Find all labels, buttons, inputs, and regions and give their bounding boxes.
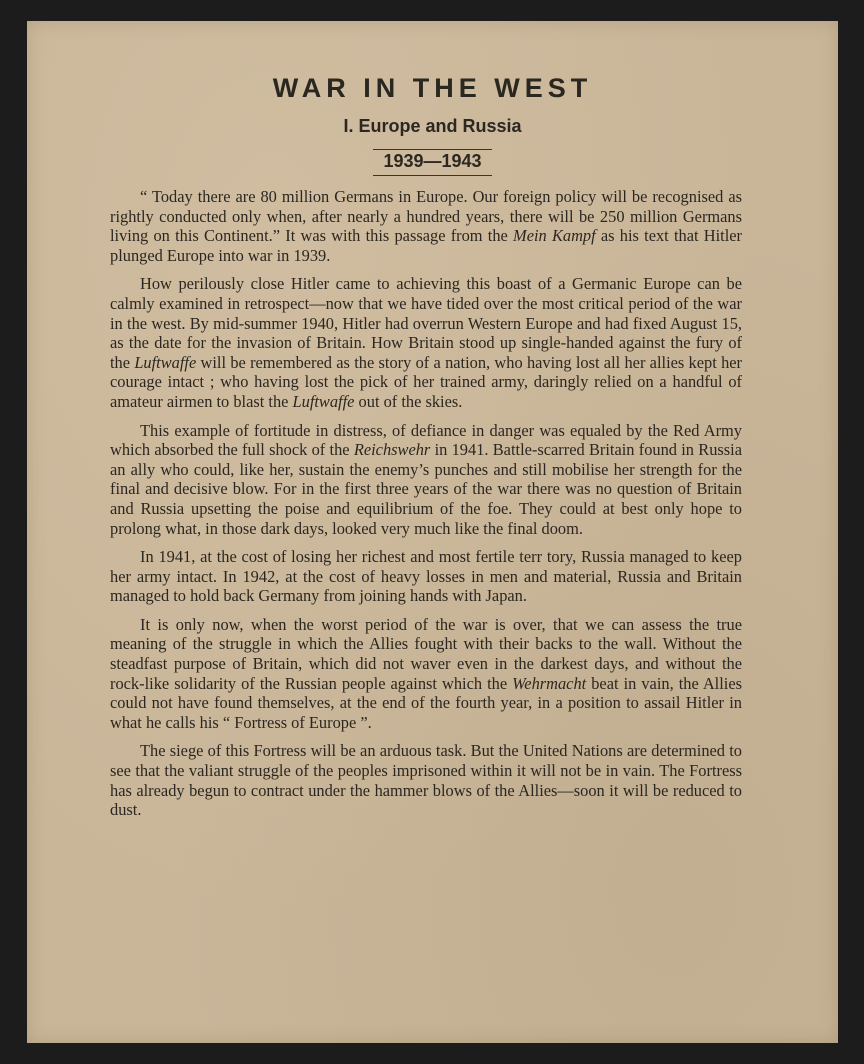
- italic-term: Wehrmacht: [512, 673, 587, 693]
- paragraph-4: [110, 547, 742, 606]
- paragraph-text: In 1941, at the cost of losing her richest and most fertile terr tory, Russia managed to keep her army intact. In 1942, at the cost of heavy losses in men and material, Russia and Britain managed to hold back Germany from joining hands with Japan.: [110, 547, 742, 606]
- document-title: WAR IN THE WEST: [272, 73, 593, 103]
- paragraph-text: This example of fortitude in distress, of defiance in danger was equaled by the Red Army which absorbed the full shock of the: [110, 420, 742, 460]
- italic-term: Mein Kampf: [513, 226, 596, 246]
- paragraph-text: beat in vain, the Allies could not have found themselves, at the end of the fourth year, in a position to assail Hitler in what he calls his “ Fortress of Europe ”.: [110, 673, 742, 732]
- paragraph-text: “ Today there are 80 million Germans in Europe. Our foreign policy will be recognised as rightly conducted only when, after nearly a hundred years, there will be 250 million Germans living on this Continent.” It was with this passage from the: [110, 187, 742, 246]
- paragraph-text: It is only now, when the worst period of the war is over, that we can assess the true meaning of the struggle in which the Allies fought with their backs to the wall. Without the steadfast purpose of Britain, which did not waver even in the darkest days, and without the rock-like solidarity of the Russian people against which the: [110, 614, 742, 693]
- paragraph-5: [110, 615, 742, 733]
- paragraph-3: [110, 421, 742, 539]
- italic-term: Reichswehr: [353, 440, 431, 460]
- paragraph-2: [110, 274, 742, 411]
- paragraph-text: How perilously close Hitler came to achieving this boast of a Germanic Europe can be calmly examined in retrospect—now that we have tided over the most critical period of the war in the west. By mid-summer 1940, Hitler had overrun Western Europe and had fixed August 15, as the date for the invasion of Britain. How Britain stood up single-handed against the fury of the: [110, 274, 742, 372]
- paragraph-6: [110, 741, 742, 819]
- paragraph-text: in 1941. Battle-scarred Britain found in Russia an ally who could, like her, sustain the enemy’s punches and still mobilise her strength for the final and decisive blow. For in the first three years of the war there was no question of Britain and Russia upsetting the poise and equilibrium of the foe. They could at best only hope to prolong what, in those dark days, looked very much like the final doom.: [110, 440, 742, 538]
- document-body: [110, 187, 742, 829]
- paragraph-1: [110, 187, 742, 265]
- paragraph-text: The siege of this Fortress will be an arduous task. But the United Nations are determined to see that the valiant struggle of the peoples imprisoned within it will not be in vain. The Fortress has already begun to contract under the hammer blows of the Allies—soon it will be reduced to dust.: [110, 741, 742, 820]
- paragraph-text: out of the skies.: [354, 391, 463, 411]
- italic-term: Luftwaffe: [134, 352, 197, 372]
- date-range-label: 1939—1943: [373, 149, 491, 176]
- paragraph-text: as his text that Hitler plunged Europe into war in 1939.: [110, 226, 742, 265]
- document-page: [27, 21, 838, 1043]
- paragraph-text: will be remembered as the story of a nation, who having lost all her allies kept her courage intact ; who having lost the pick of her trained army, daringly relied on a handful of amateur airmen to blast the: [110, 352, 742, 411]
- document-subtitle: I. Europe and Russia: [343, 116, 522, 136]
- date-range: [27, 149, 838, 176]
- italic-term: Luftwaffe: [292, 391, 355, 411]
